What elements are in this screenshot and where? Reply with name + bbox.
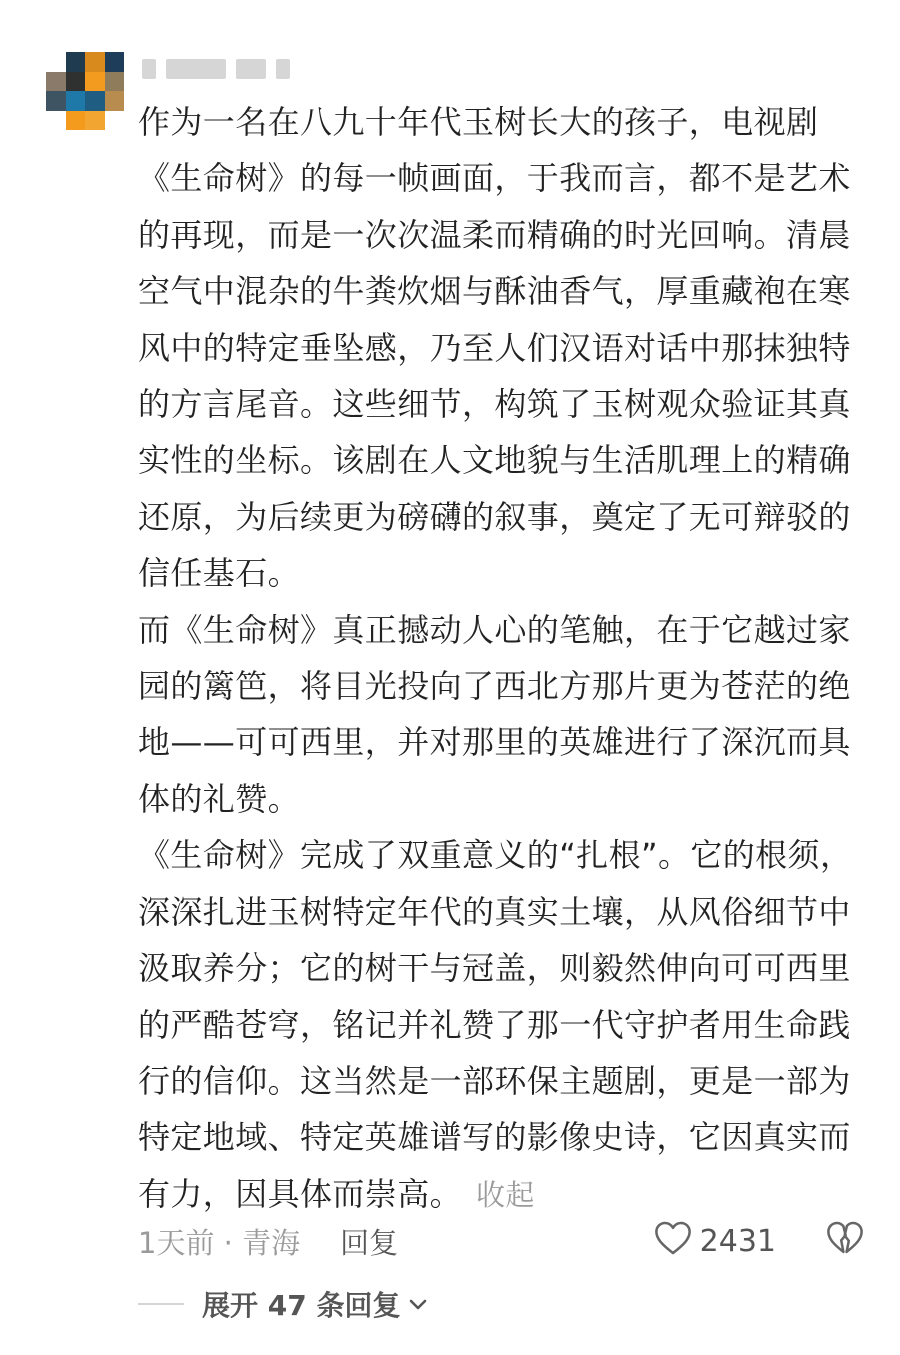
expand-replies-button[interactable] [138,1282,430,1326]
reply-button[interactable]: 回复 [340,1225,399,1260]
redacted-block [276,59,290,79]
collapse-button[interactable]: 收起 [476,1177,535,1212]
redacted-block [142,59,156,79]
divider-line [138,1303,184,1305]
comment-paragraph-text: 《生命树》完成了双重意义的“扎根”。它的根须，深深扎进玉树特定年代的真实土壤，从风俗细节中汲取养分；它的树干与冠盖，则毅然伸向可可西里的严酷苍穹，铭记并礼赞了那一代守护者用生命践行的信仰。这当然是一部环保主题剧，更是一部为特定地域、特定英雄谱写的影像史诗，它因真实而有力，因具体而崇高。 [138,836,853,1213]
dislike-button[interactable] [826,1220,864,1263]
comment-meta-row [138,1218,864,1264]
comment-paragraph [138,827,854,1223]
comment-body [138,94,854,1223]
comment-time-location: 1天前 · 青海 [138,1225,301,1260]
heart-outline-icon [654,1220,692,1263]
redacted-block [236,59,266,79]
username-redacted[interactable] [142,56,290,82]
comment-paragraph: 而《生命树》真正撼动人心的笔触，在于它越过家园的篱笆，将目光投向了西北方那片更为苍茫的绝地——可可西里，并对那里的英雄进行了深沉而具体的礼赞。 [138,610,851,818]
like-count: 2431 [699,1223,776,1259]
comment-paragraph: 作为一名在八九十年代玉树长大的孩子，电视剧《生命树》的每一帧画面，于我而言，都不是艺术的再现，而是一次次温柔而精确的时光回响。清晨空气中混杂的牛粪炊烟与酥油香气，厚重藏袍在寒风中的特定垂坠感，乃至人们汉语对话中那抹独特的方言尾音。这些细节，构筑了玉树观众验证其真实性的坐标。该剧在人文地貌与生活肌理上的精确还原，为后续更为磅礴的叙事，奠定了无可辩驳的信任基石。 [138,103,851,593]
like-button[interactable] [654,1220,776,1263]
expand-replies-label: 展开 47 条回复 [202,1289,401,1322]
chevron-down-icon [406,1292,430,1316]
redacted-block [166,59,226,79]
avatar[interactable] [46,52,124,130]
broken-heart-icon [826,1220,864,1263]
